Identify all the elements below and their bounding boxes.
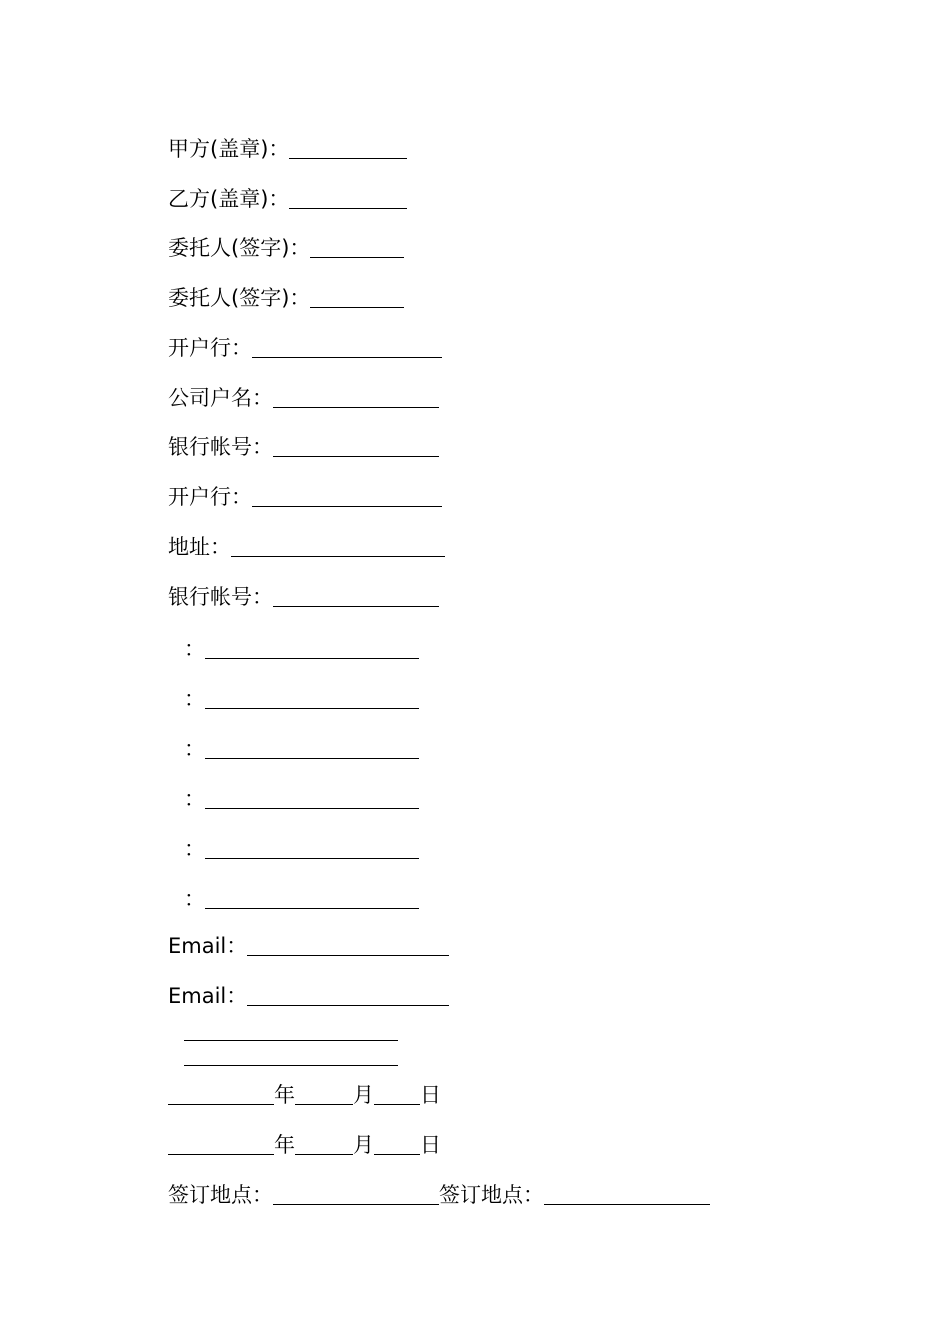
colon-blank[interactable] (205, 738, 419, 759)
month-label-2: 月 (353, 1133, 374, 1157)
month-blank-1[interactable] (295, 1084, 353, 1105)
bank-blank-2[interactable] (252, 486, 442, 507)
day-label-1: 日 (420, 1083, 441, 1107)
colon-row (184, 834, 419, 864)
year-label-2: 年 (274, 1133, 295, 1157)
day-blank-1[interactable] (374, 1084, 420, 1105)
account-no-blank-2[interactable] (273, 586, 439, 607)
bank-label-1: 开户行： (168, 336, 252, 360)
email-blank-2[interactable] (247, 985, 449, 1006)
colon-row (184, 734, 419, 764)
blank-line-2[interactable] (184, 1065, 398, 1066)
colon-row (184, 884, 419, 914)
address-row (168, 532, 445, 562)
colon-label: ： (184, 787, 205, 811)
month-blank-2[interactable] (295, 1134, 353, 1155)
date-row-2 (168, 1130, 441, 1160)
party-a-seal-label: 甲方(盖章)： (168, 137, 290, 161)
email-row-2 (168, 981, 449, 1011)
bank-row-1 (168, 333, 442, 363)
colon-row (184, 784, 419, 814)
sign-place-label-b: 签订地点： (439, 1183, 544, 1207)
agent-sign-label-2: 委托人(签字)： (168, 286, 311, 310)
account-no-blank-1[interactable] (273, 436, 439, 457)
sign-place-blank-b[interactable] (544, 1184, 710, 1205)
party-b-seal-blank[interactable] (289, 188, 407, 209)
party-b-seal-label: 乙方(盖章)： (168, 187, 290, 211)
address-label: 地址： (168, 535, 231, 559)
account-no-row-2 (168, 582, 439, 612)
colon-blank[interactable] (205, 838, 419, 859)
colon-blank[interactable] (205, 638, 419, 659)
day-blank-2[interactable] (374, 1134, 420, 1155)
account-no-label-2: 银行帐号： (168, 585, 273, 609)
address-blank[interactable] (231, 536, 445, 557)
colon-label: ： (184, 837, 205, 861)
agent-sign-blank-2[interactable] (310, 287, 404, 308)
year-blank-2[interactable] (168, 1134, 274, 1155)
agent-sign-blank-1[interactable] (310, 237, 404, 258)
year-label-1: 年 (274, 1083, 295, 1107)
email-row-1 (168, 931, 449, 961)
party-b-seal-row (168, 184, 407, 214)
day-label-2: 日 (420, 1133, 441, 1157)
account-no-row-1 (168, 432, 439, 462)
agent-sign-label-1: 委托人(签字)： (168, 236, 311, 260)
party-a-seal-blank[interactable] (289, 138, 407, 159)
company-name-label: 公司户名： (168, 386, 273, 410)
colon-blank[interactable] (205, 888, 419, 909)
sign-place-row (168, 1180, 710, 1210)
colon-label: ： (184, 737, 205, 761)
sign-place-label-a: 签订地点： (168, 1183, 273, 1207)
month-label-1: 月 (353, 1083, 374, 1107)
colon-row (184, 684, 419, 714)
bank-label-2: 开户行： (168, 485, 252, 509)
email-label-2: Email： (168, 984, 248, 1008)
party-a-seal-row (168, 134, 407, 164)
sign-place-blank-a[interactable] (273, 1184, 439, 1205)
colon-label: ： (184, 887, 205, 911)
company-name-blank[interactable] (273, 387, 439, 408)
company-name-row (168, 383, 439, 413)
bank-row-2 (168, 482, 442, 512)
colon-label: ： (184, 637, 205, 661)
date-row-1 (168, 1080, 441, 1110)
colon-label: ： (184, 687, 205, 711)
bank-blank-1[interactable] (252, 337, 442, 358)
blank-line-1[interactable] (184, 1040, 398, 1041)
colon-blank[interactable] (205, 688, 419, 709)
agent-sign-row-1 (168, 233, 404, 263)
email-blank-1[interactable] (247, 935, 449, 956)
colon-blank[interactable] (205, 788, 419, 809)
account-no-label-1: 银行帐号： (168, 435, 273, 459)
agent-sign-row-2 (168, 283, 404, 313)
email-label-1: Email： (168, 934, 248, 958)
year-blank-1[interactable] (168, 1084, 274, 1105)
colon-row (184, 634, 419, 664)
